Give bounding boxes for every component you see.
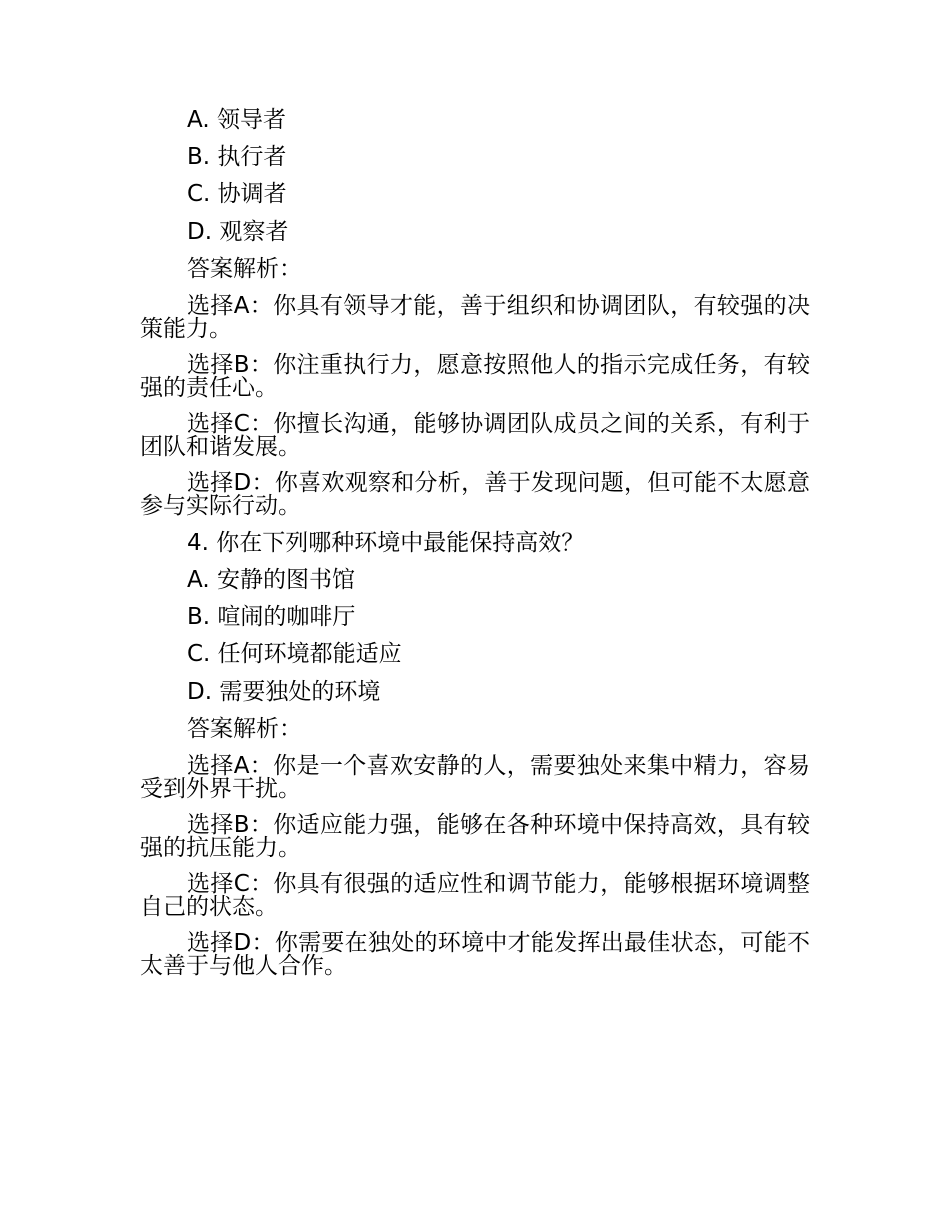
q4-option-b: B. 喧闹的咖啡厅	[187, 604, 356, 630]
q4-option-d: D. 需要独处的环境	[187, 679, 381, 705]
q3-option-a: A. 领导者	[187, 107, 286, 133]
q4-option-a: A. 安静的图书馆	[187, 567, 355, 593]
q3-explanation-a: 选择A：你具有领导才能，善于组织和协调团队，有较强的决策能力。	[140, 293, 810, 342]
q4-explanation-a: 选择A：你是一个喜欢安静的人，需要独处来集中精力，容易受到外界干扰。	[140, 753, 810, 802]
q3-explanation-c: 选择C：你擅长沟通，能够协调团队成员之间的关系，有利于团队和谐发展。	[140, 411, 810, 460]
q3-option-b: B. 执行者	[187, 144, 287, 170]
q3-answer-heading: 答案解析：	[187, 256, 302, 282]
q3-explanation-b: 选择B：你注重执行力，愿意按照他人的指示完成任务，有较强的责任心。	[140, 352, 810, 401]
q4-explanation-d: 选择D：你需要在独处的环境中才能发挥出最佳状态，可能不太善于与他人合作。	[140, 930, 810, 979]
q4-explanation-c: 选择C：你具有很强的适应性和调节能力，能够根据环境调整自己的状态。	[140, 871, 810, 920]
q3-option-c: C. 协调者	[187, 181, 287, 207]
q4-explanation-b: 选择B：你适应能力强，能够在各种环境中保持高效，具有较强的抗压能力。	[140, 812, 810, 861]
q4-answer-heading: 答案解析：	[187, 716, 302, 742]
q4-option-c: C. 任何环境都能适应	[187, 641, 402, 667]
q3-explanation-d: 选择D：你喜欢观察和分析，善于发现问题，但可能不太愿意参与实际行动。	[140, 470, 810, 519]
q3-option-d: D. 观察者	[187, 219, 289, 245]
q4-question: 4. 你在下列哪种环境中最能保持高效？	[187, 530, 585, 556]
